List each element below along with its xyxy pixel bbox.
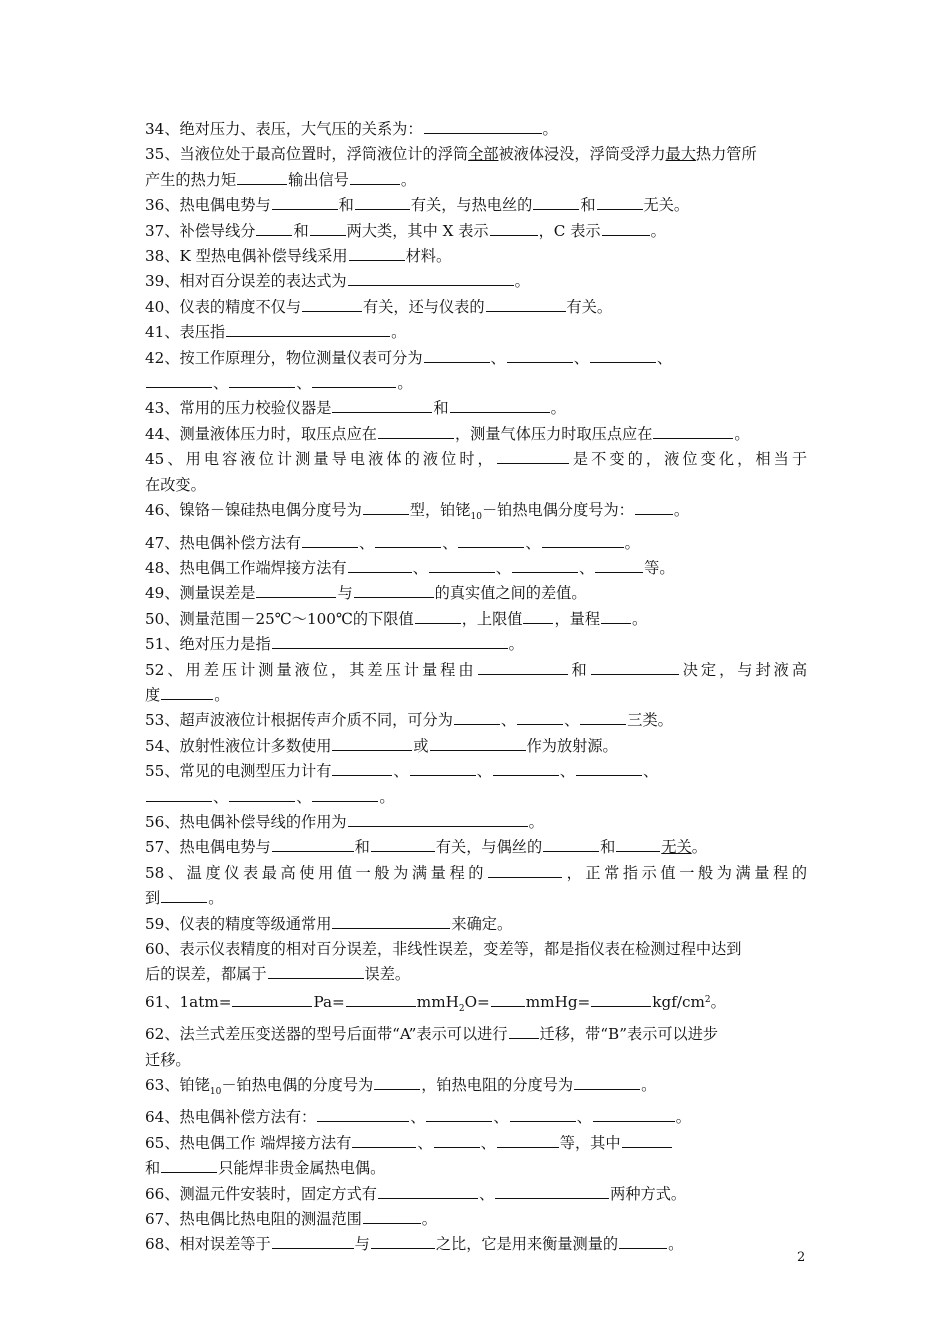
- question-47: 47、热电偶补偿方法有 、 、 、 。: [145, 533, 640, 552]
- question-60-cont: 后的误差，都属于 误差。: [145, 965, 411, 984]
- answer-blank[interactable]: [332, 914, 450, 929]
- answer-blank[interactable]: [430, 736, 526, 751]
- answer-blank[interactable]: [595, 558, 643, 573]
- answer-blank[interactable]: [601, 609, 631, 624]
- question-51: 51、绝对压力是指 。: [145, 635, 524, 654]
- question-37: 37、补偿导线分 和 两大类，其中 X 表示 ，C 表示 。: [145, 221, 666, 240]
- answer-blank[interactable]: [434, 1133, 480, 1148]
- answer-blank[interactable]: [302, 533, 358, 548]
- answer-blank[interactable]: [410, 761, 476, 776]
- question-64: 64、热电偶补偿方法有： 、 、 、 。: [145, 1108, 691, 1127]
- answer-blank[interactable]: [490, 221, 538, 236]
- answer-blank[interactable]: [332, 736, 412, 751]
- answer-blank[interactable]: [302, 297, 362, 312]
- answer-blank[interactable]: [493, 761, 559, 776]
- answer-blank[interactable]: [495, 1184, 609, 1199]
- answer-blank[interactable]: [310, 221, 346, 236]
- answer-blank[interactable]: [229, 373, 295, 388]
- question-49: 49、测量误差是 与 的真实值之间的差值。: [145, 584, 587, 603]
- question-44: 44、测量液体压力时，取压点应在 ，测量气体压力时取压点应在 。: [145, 424, 750, 443]
- answer-blank[interactable]: [591, 660, 679, 675]
- answer-blank[interactable]: [355, 195, 410, 210]
- question-54: 54、放射性液位计多数使用 或 作为放射源。: [145, 736, 618, 755]
- answer-blank[interactable]: [317, 1107, 409, 1122]
- answer-blank[interactable]: [424, 119, 542, 134]
- answer-blank[interactable]: [635, 500, 673, 515]
- question-34: 34、绝对压力、表压，大气压的关系为： 。: [145, 120, 558, 138]
- answer-blank[interactable]: [509, 1024, 539, 1039]
- answer-blank[interactable]: [352, 1133, 416, 1148]
- answer-blank[interactable]: [593, 1107, 675, 1122]
- answer-blank[interactable]: [454, 710, 500, 725]
- question-56: 56、热电偶补偿导线的作用为 。: [145, 812, 544, 831]
- question-45: 45、用电容液位计测量导电液体的液位时， 是不变的，液位变化，相当于: [145, 450, 808, 469]
- question-65-cont: 和 只能焊非贵金属热电偶。: [145, 1159, 386, 1178]
- answer-blank[interactable]: [574, 1075, 640, 1090]
- question-50: 50、测量范围－25℃～100℃的下限值 ，上限值 ，量程 。: [145, 609, 648, 628]
- question-53: 53、超声波液位计根据传声介质不同，可分为 、 、 三类。: [145, 711, 673, 730]
- answer-blank[interactable]: [576, 761, 642, 776]
- answer-blank[interactable]: [312, 373, 396, 388]
- answer-blank[interactable]: [424, 348, 490, 363]
- answer-blank[interactable]: [616, 837, 660, 852]
- answer-blank[interactable]: [226, 322, 390, 337]
- page-number: 2: [797, 1250, 806, 1265]
- answer-blank[interactable]: [429, 558, 495, 573]
- answer-blank[interactable]: [426, 1107, 492, 1122]
- question-42-cont: 、 、 。: [145, 371, 807, 396]
- question-66: 66、测温元件安装时，固定方式有 、 两种方式。: [145, 1184, 687, 1203]
- answer-blank[interactable]: [602, 221, 650, 236]
- answer-blank[interactable]: [268, 964, 364, 979]
- question-65: 65、热电偶工作 端焊接方法有 、 、 等，其中: [145, 1131, 807, 1156]
- answer-blank[interactable]: [146, 373, 212, 388]
- answer-blank[interactable]: [363, 500, 409, 515]
- question-52: 52、用差压计测量液位，其差压计量程由 和 决定，与封液高: [145, 660, 808, 679]
- question-45-cont: 在改变。: [145, 475, 206, 494]
- question-42: 42、按工作原理分，物位测量仪表可分为 、 、 、: [145, 348, 673, 367]
- answer-blank[interactable]: [378, 1184, 478, 1199]
- answer-blank[interactable]: [332, 398, 432, 413]
- answer-blank[interactable]: [597, 195, 643, 210]
- answer-blank[interactable]: [348, 271, 514, 286]
- answer-blank[interactable]: [497, 1133, 559, 1148]
- answer-blank[interactable]: [161, 1158, 217, 1173]
- answer-blank[interactable]: [256, 221, 292, 236]
- answer-blank[interactable]: [590, 348, 656, 363]
- question-35-cont: 产生的热力矩 输出信号 。: [145, 170, 417, 189]
- question-40: 40、仪表的精度不仅与 有关，还与仪表的 有关。: [145, 297, 613, 316]
- answer-blank[interactable]: [458, 533, 524, 548]
- question-list: [145, 117, 807, 1258]
- answer-blank[interactable]: [371, 837, 435, 852]
- answer-blank[interactable]: [542, 533, 624, 548]
- answer-blank[interactable]: [533, 195, 579, 210]
- answer-blank[interactable]: [523, 609, 553, 624]
- question-46: 46、镍铬－镍硅热电偶分度号为 型，铂铑$_{10}$－铂热电偶分度号为： 。: [145, 501, 690, 523]
- answer-blank[interactable]: [478, 660, 568, 675]
- answer-blank[interactable]: [497, 449, 569, 464]
- answer-blank[interactable]: [543, 837, 599, 852]
- answer-blank[interactable]: [378, 424, 454, 439]
- answer-blank[interactable]: [348, 558, 412, 573]
- answer-blank[interactable]: [488, 863, 562, 878]
- question-38: 38、K 型热电偶补偿导线采用 材料。: [145, 247, 452, 266]
- answer-blank[interactable]: [312, 787, 378, 802]
- answer-blank[interactable]: [272, 1234, 354, 1249]
- question-57: 57、热电偶电势与 和 有关，与偶丝的 和 无关。: [145, 838, 707, 857]
- question-48: 48、热电偶工作端焊接方法有 、 、 、 等。: [145, 558, 675, 577]
- question-39: 39、相对百分误差的表达式为 。: [145, 272, 530, 291]
- question-36: 36、热电偶电势与 和 有关，与热电丝的 和 无关。: [145, 196, 690, 215]
- answer-blank[interactable]: [512, 558, 578, 573]
- question-52-cont: 度 。: [145, 685, 230, 704]
- answer-blank[interactable]: [354, 583, 434, 598]
- answer-blank[interactable]: [486, 297, 566, 312]
- question-68: 68、相对误差等于 与 之比，它是用来衡量测量的 。: [145, 1235, 684, 1254]
- question-62-cont: 迁移。: [145, 1050, 191, 1069]
- question-41: 41、表压指 。: [145, 323, 407, 342]
- answer-blank[interactable]: [653, 424, 733, 439]
- answer-blank[interactable]: [272, 837, 354, 852]
- question-55-cont: 、 、 。: [145, 785, 807, 810]
- answer-blank[interactable]: [332, 761, 392, 776]
- answer-blank[interactable]: [272, 634, 508, 649]
- question-55: 55、常见的电测型压力计有 、 、 、 、: [145, 762, 659, 781]
- answer-blank[interactable]: [346, 992, 416, 1007]
- answer-blank[interactable]: [415, 609, 461, 624]
- question-63: 63、铂铑$_{10}$－铂热电偶的分度号为 ，铂热电阻的分度号为 。: [145, 1076, 657, 1098]
- answer-blank[interactable]: [272, 195, 338, 210]
- answer-blank[interactable]: [363, 1209, 421, 1224]
- question-61: 61、1atm= Pa= mmH$_2$O= mmHg= kgf/$cm^2$。: [145, 992, 726, 1014]
- answer-blank[interactable]: [450, 398, 550, 413]
- question-43: 43、常用的压力校验仪器是 和 。: [145, 399, 566, 418]
- question-60: 60、表示仪表精度的相对百分误差，非线性误差，变差等，都是指仪表在检测过程中达到: [145, 940, 742, 958]
- answer-blank[interactable]: [350, 170, 400, 185]
- answer-blank[interactable]: [375, 533, 441, 548]
- answer-blank[interactable]: [619, 1234, 667, 1249]
- answer-blank[interactable]: [229, 787, 295, 802]
- answer-blank[interactable]: [232, 992, 312, 1007]
- answer-blank[interactable]: [237, 170, 287, 185]
- question-67: 67、热电偶比热电阻的测温范围 。: [145, 1210, 437, 1229]
- answer-blank[interactable]: [517, 710, 563, 725]
- answer-blank[interactable]: [161, 888, 207, 903]
- answer-blank[interactable]: [622, 1133, 672, 1148]
- question-62: 62、法兰式差压变送器的型号后面带“A”表示可以进行 迁移，带“B”表示可以进步: [145, 1025, 719, 1044]
- answer-blank[interactable]: [348, 812, 528, 827]
- answer-blank[interactable]: [510, 1107, 576, 1122]
- answer-blank[interactable]: [349, 246, 405, 261]
- answer-blank[interactable]: [491, 992, 525, 1007]
- answer-blank[interactable]: [580, 710, 626, 725]
- answer-blank[interactable]: [591, 992, 651, 1007]
- question-35: 35、当液位处于最高位置时，浮筒液位计的浮筒全部被液体浸没，浮筒受浮力最大热力管所: [145, 145, 757, 164]
- question-58-cont: 到 。: [145, 889, 224, 908]
- answer-blank[interactable]: [507, 348, 573, 363]
- answer-blank[interactable]: [256, 583, 336, 598]
- question-59: 59、仪表的精度等级通常用 来确定。: [145, 914, 513, 933]
- answer-blank[interactable]: [146, 787, 212, 802]
- question-58: 58、温度仪表最高使用值一般为满量程的 ，正常指示值一般为满量程的: [145, 863, 808, 882]
- answer-blank[interactable]: [161, 685, 213, 700]
- answer-blank[interactable]: [371, 1234, 435, 1249]
- answer-blank[interactable]: [374, 1075, 420, 1090]
